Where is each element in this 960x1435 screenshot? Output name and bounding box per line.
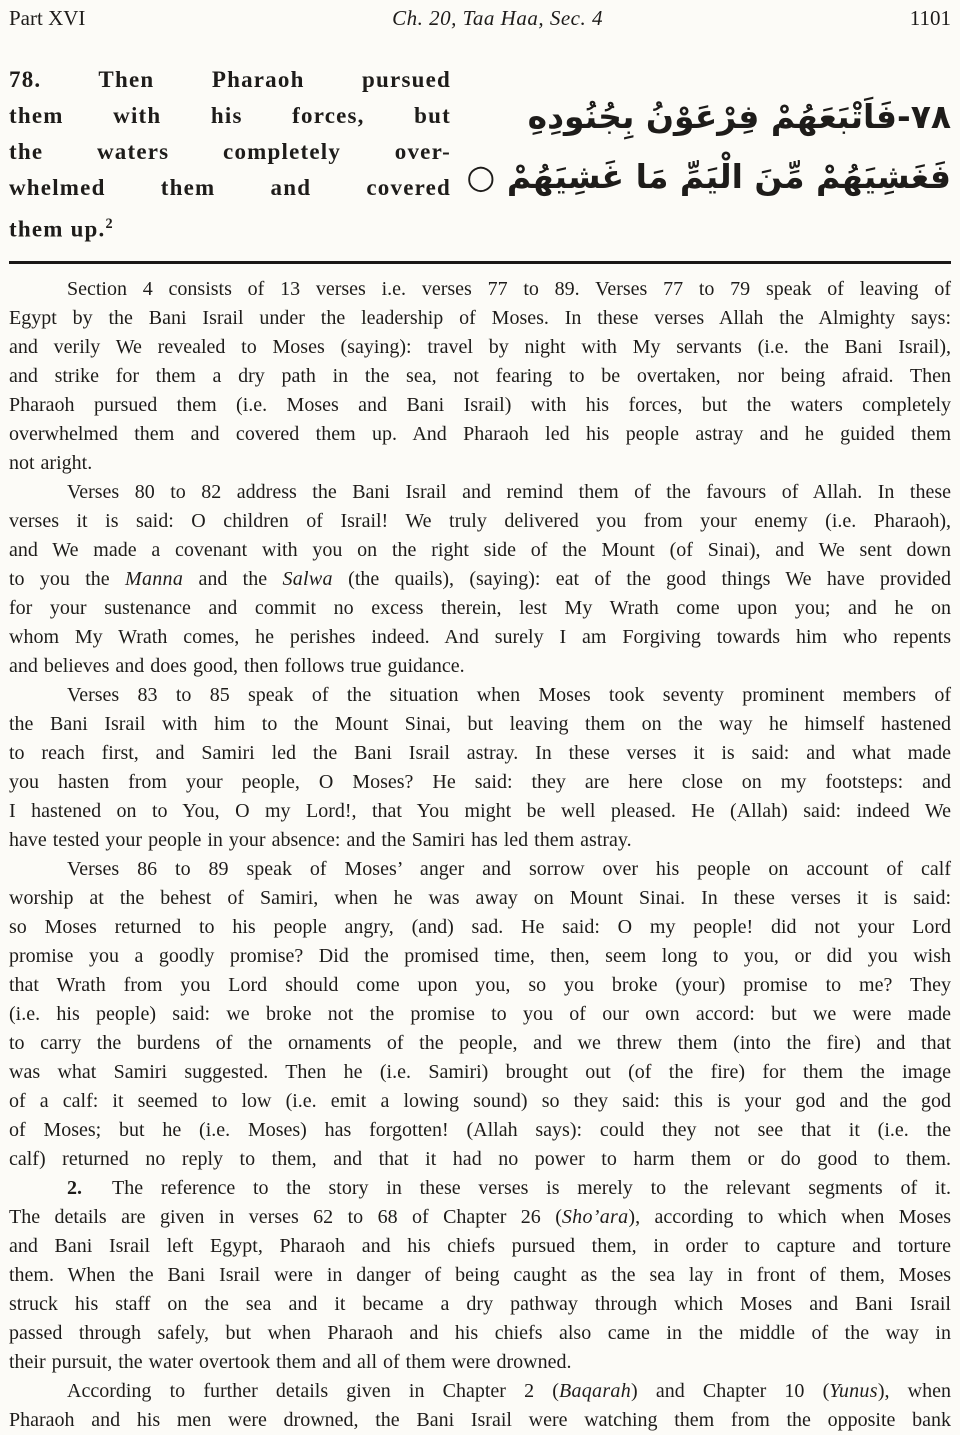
body-line: and believes and does good, then follows true guidance. — [9, 654, 465, 677]
body-line: of Moses; but he (i.e. Moses) has forgotten! (Allah says): could they not see that it (i.e. the — [9, 1118, 951, 1141]
paragraph — [9, 275, 951, 478]
body-line: to you the Manna and the Salwa (the quails), (saying): eat of the good things We have provided — [9, 567, 952, 590]
paragraph — [9, 681, 951, 855]
header-chapter-title: Ch. 20, Taa Haa, Sec. 4 — [392, 6, 603, 30]
paragraph — [9, 1377, 951, 1435]
paragraph — [9, 478, 951, 681]
body-line: have tested your people in your absence: and the Samiri has led them astray. — [9, 828, 632, 851]
body-line: Pharaoh and his men were drowned, the Bani Israil were watching them from the opposite bank — [9, 1408, 951, 1431]
body-line: and verily We revealed to Moses (saying): travel by night with My servants (i.e. the Bani Israil), — [9, 335, 951, 358]
body-line: and strike for them a dry path in the sea, not fearing to be overtaken, nor being afraid. Then — [9, 364, 951, 387]
body-line: According to further details given in Chapter 2 (Baqarah) and Chapter 10 (Yunus), when — [67, 1379, 951, 1402]
body-line: Verses 83 to 85 speak of the situation when Moses took seventy prominent members of — [67, 683, 951, 706]
paragraph — [9, 855, 951, 1174]
body-line: and We made a covenant with you on the right side of the Mount (of Sinai), and We sent down — [9, 538, 951, 561]
paragraph — [9, 1174, 951, 1377]
arabic-verse-line: فَغَشِيَهُمْ مِّنَ الْيَمِّ مَا غَشِيَهُمْ ○ — [466, 157, 951, 196]
body-line: passed through safely, but when Pharaoh and his chiefs also came in the middle of the way in — [9, 1321, 951, 1344]
body-line: so Moses returned to his people angry, (and) sad. He said: O my people! did not your Lord — [9, 915, 951, 938]
body-line: and Bani Israil left Egypt, Pharaoh and his chiefs pursued them, in order to capture and torture — [9, 1234, 951, 1257]
verse-line: them with his forces, but — [9, 103, 451, 128]
body-line: that Wrath from you Lord should come upon you, so you broke (your) promise to me? They — [9, 973, 951, 996]
body-line: I hastened on to You, O my Lord!, that You might be well pleased. He (Allah) said: indeed We — [9, 799, 951, 822]
body-line: worship at the behest of Samiri, when he was away on Mount Sinai. In these verses it is said: — [9, 886, 951, 909]
body-line: (i.e. his people) said: we broke not the promise to you of our own accord: but we were made — [9, 1002, 951, 1025]
body-line: The details are given in verses 62 to 68 of Chapter 26 (Sho’ara), according to which when Moses — [9, 1205, 951, 1228]
body-line: Pharaoh pursued them (i.e. Moses and Bani Israil) with his forces, but the waters completely — [9, 393, 951, 416]
verse-block — [9, 62, 951, 248]
body-line: Verses 80 to 82 address the Bani Israil and remind them of the favours of Allah. In these — [67, 480, 951, 503]
verse-line: whelmed them and covered — [9, 175, 451, 200]
header-part-label: Part XVI — [9, 6, 86, 30]
header-page-number: 1101 — [909, 6, 951, 30]
arabic-verse-line: ٧٨-فَاَتْبَعَهُمْ فِرْعَوْنُ بِجُنُودِهِ — [527, 97, 951, 136]
body-line: the Bani Israil with him to the Mount Sinai, but leaving them on the way he himself hastened — [9, 712, 951, 735]
body-line: Egypt by the Bani Israil under the leadership of Moses. In these verses Allah the Almighty says: — [9, 306, 951, 329]
body-line: calf) returned no reply to them, and that it had no power to harm them or do good to them. — [9, 1147, 951, 1170]
body-line: you hasten from your people, O Moses? He said: they are here close on my footsteps: and — [9, 770, 951, 793]
body-line: to carry the burdens of the ornaments of the people, and we threw them (into the fire) and that — [9, 1031, 951, 1054]
body-line: Section 4 consists of 13 verses i.e. verses 77 to 89. Verses 77 to 79 speak of leaving of — [67, 277, 951, 300]
body-line: overwhelmed them and covered them up. And Pharaoh led his people astray and he guided them — [9, 422, 951, 445]
verse-line: 78. Then Pharaoh pursued — [9, 67, 451, 92]
commentary-text — [9, 275, 951, 1435]
body-line: their pursuit, the water overtook them and all of them were drowned. — [9, 1350, 572, 1373]
verse-line: them up.$^2$ — [9, 216, 114, 242]
body-line: 2. The reference to the story in these verses is merely to the relevant segments of it. — [67, 1176, 951, 1199]
verse-english-translation — [9, 62, 451, 248]
body-line: for your sustenance and commit no excess therein, lest My Wrath come upon you; and he on — [9, 596, 951, 619]
body-line: struck his staff on the sea and it became a dry pathway through which Moses and Bani Israil — [9, 1292, 951, 1315]
page-header — [9, 5, 951, 31]
body-line: to reach first, and Samiri led the Bani Israil astray. In these verses it is said: and what made — [9, 741, 951, 764]
divider-rule — [9, 261, 951, 264]
body-line: of a calf: it seemed to low (i.e. emit a lowing sound) so they said: this is your god and the god — [9, 1089, 951, 1112]
body-line: was what Samiri suggested. Then he (i.e. Samiri) brought out (of the fire) for them the image — [9, 1060, 951, 1083]
body-line: them. When the Bani Israil were in danger of being caught as the sea lay in front of them, Moses — [9, 1263, 951, 1286]
body-line: whom My Wrath comes, he perishes indeed. And surely I am Forgiving towards him who repents — [9, 625, 951, 648]
body-line: not aright. — [9, 451, 93, 474]
body-line: promise you a goodly promise? Did the promised time, then, seem long to you, or did you wish — [9, 944, 951, 967]
body-line: verses it is said: O children of Israil! We truly delivered you from your enemy (i.e. Pharaoh), — [9, 509, 951, 532]
body-line: Verses 86 to 89 speak of Moses’ anger and sorrow over his people on account of calf — [67, 857, 951, 880]
verse-arabic-text — [451, 62, 951, 248]
verse-line: the waters completely over- — [9, 139, 451, 164]
